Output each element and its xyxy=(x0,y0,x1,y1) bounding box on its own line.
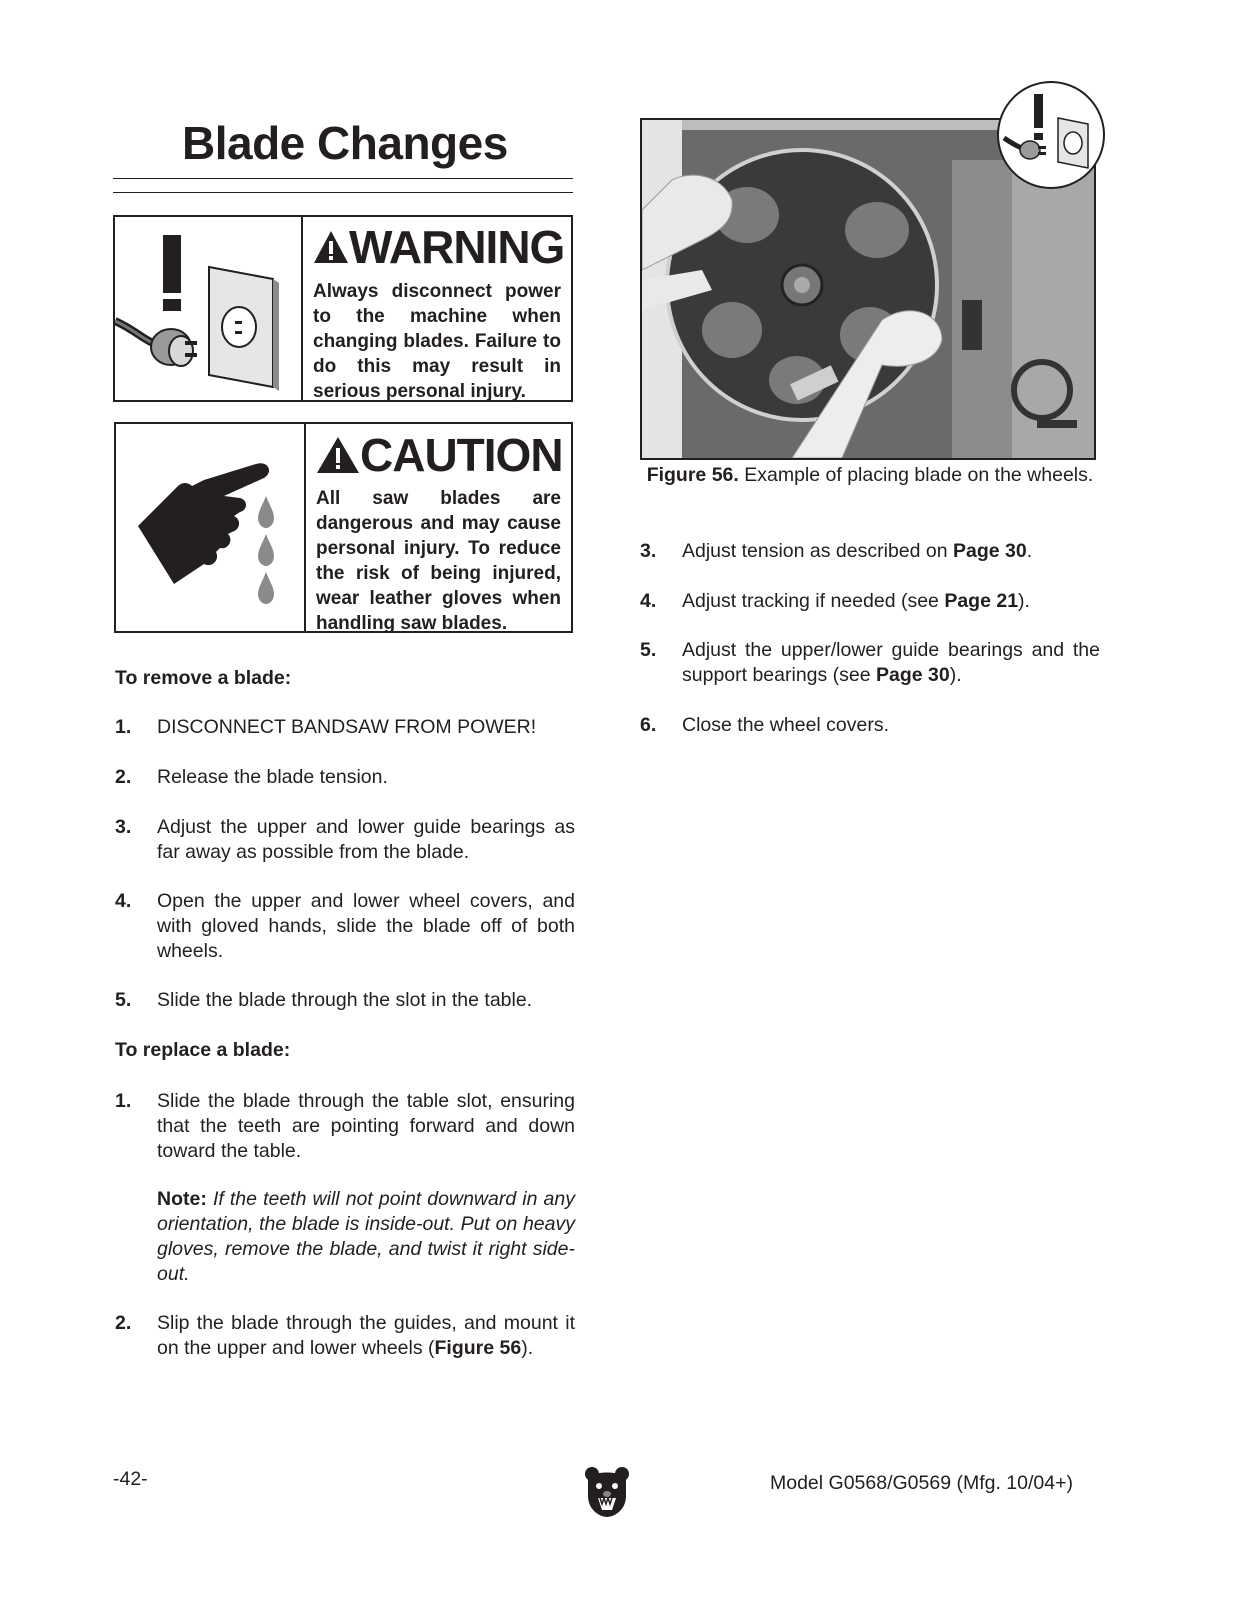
remove-heading: To remove a blade: xyxy=(115,667,292,689)
caution-box xyxy=(114,422,573,633)
caution-text-panel xyxy=(306,424,571,634)
warning-illustration xyxy=(115,217,303,400)
warning-triangle-icon xyxy=(313,230,349,264)
caution-triangle-icon xyxy=(316,436,360,474)
caution-illustration xyxy=(116,424,306,631)
bear-logo-icon xyxy=(584,1466,630,1518)
page-ref: Page 21 xyxy=(944,590,1019,612)
replace-heading: To replace a blade: xyxy=(115,1039,291,1061)
warning-box xyxy=(113,215,573,402)
cut-finger-icon xyxy=(116,424,304,631)
model-info: Model G0568/G0569 (Mfg. 10/04+) xyxy=(770,1472,1073,1494)
unplug-callout xyxy=(996,80,1106,190)
title-rule-bottom xyxy=(113,192,573,193)
title-rule-top xyxy=(113,178,573,179)
figure-56-caption: Figure 56. Example of placing blade on the wheels. xyxy=(646,464,1094,486)
page-ref: Page 30 xyxy=(876,664,950,686)
bear-logo xyxy=(584,1466,630,1518)
caution-body: All saw blades are dangerous and may cause personal injury. To reduce the risk of being injured, wear leather gloves when handling saw blades. xyxy=(316,488,561,634)
page-number: -42- xyxy=(113,1468,148,1490)
figure-ref: Figure 56 xyxy=(434,1337,522,1359)
note-label: Note: xyxy=(157,1188,207,1210)
caution-heading: CAUTION xyxy=(316,430,561,480)
warning-body: Always disconnect power to the machine when changing blades. Failure to do this may result in serious personal injury. xyxy=(313,281,561,402)
warning-text-panel xyxy=(303,217,571,400)
page-ref: Page 30 xyxy=(953,540,1027,562)
unplug-callout-icon xyxy=(996,80,1106,190)
unplug-icon xyxy=(115,217,301,400)
figure-label: Figure 56. xyxy=(646,464,739,486)
warning-heading: WARNING xyxy=(313,223,561,271)
page-title: Blade Changes xyxy=(182,117,508,169)
note-text: If the teeth will not point downward in any orientation, the blade is inside-out. Put on heavy gloves, remove the blade, and twist it right side-out. xyxy=(157,1188,575,1285)
